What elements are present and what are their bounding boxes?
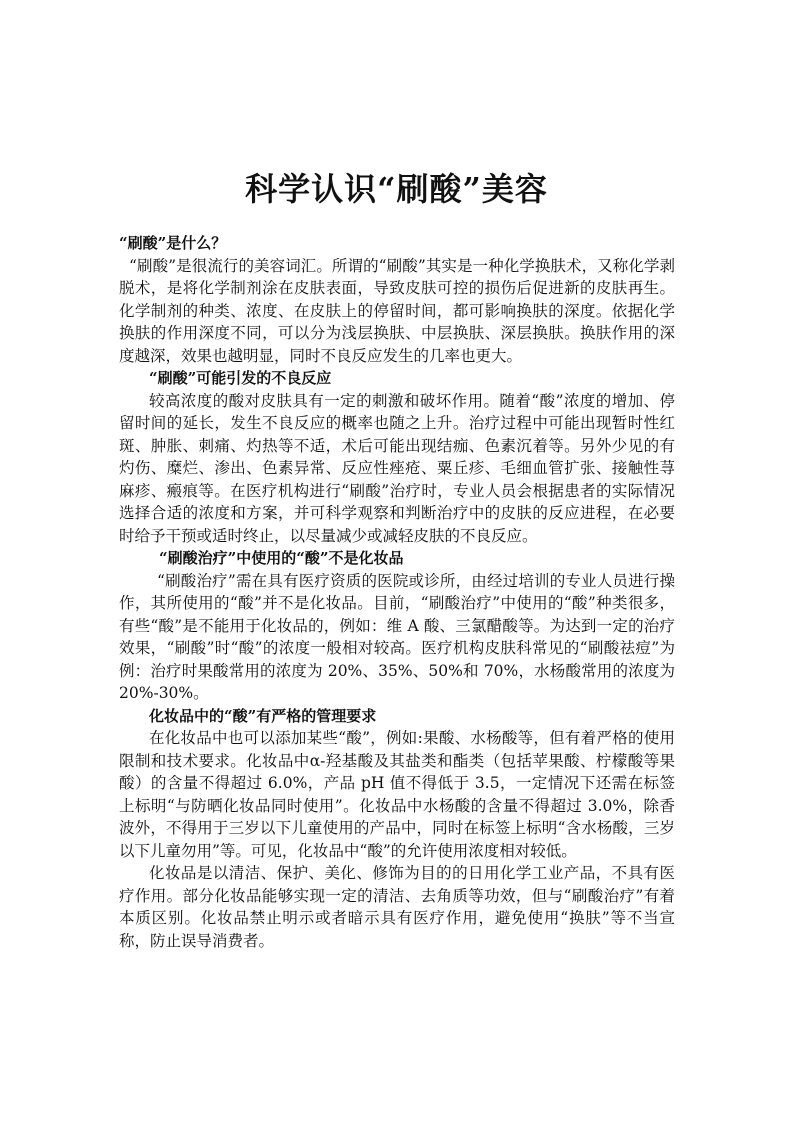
section-heading-what-is: “刷酸”是什么？ bbox=[119, 234, 227, 252]
page-title: 科学认识“刷酸”美容 bbox=[245, 170, 548, 209]
paragraph-adverse-reactions: 较高浓度的酸对皮肤具有一定的刺激和破坏作用。随着“酸”浓度的增加、停留时间的延长，发生不良反应的概率也随之上升。治疗过程中可能出现暂时性红斑、肿胀、刺痛、灼热等不适，术后可能出现结痂、色素沉着等。另外少见的有灼伤、糜烂、渗出、色素异常、反应性痤疮、粟丘疹、毛细血管扩张、接触性荨麻疹、瘢痕等。在医疗机构进行“刷酸”治疗时，专业人员会根据患者的实际情况选择合适的浓度和方案，并可科学观察和判断治疗中的皮肤的反应进程，在必要时给予干预或适时终止，以尽量减少或减轻皮肤的不良反应。 bbox=[119, 391, 675, 545]
paragraph-regulation: 在化妆品中也可以添加某些“酸”，例如:果酸、水杨酸等，但有着严格的使用限制和技术要求。化妆品中α-羟基酸及其盐类和酯类（包括苹果酸、柠檬酸等果酸）的含量不得超过 6.0%，产品 pH 值不得低于 3.5，一定情况下还需在标签上标明“与防晒化妆品同时使用”。化妆品中水杨酸的含量不得超过 3.0%，除香波外，不得用于三岁以下儿童使用的产品中，同时在标签上标明“含水杨酸，三岁以下儿童勿用”等。可见，化妆品中“酸”的允许使用浓度相对较低。 bbox=[119, 729, 675, 860]
section-heading-regulation: 化妆品中的“酸”有严格的管理要求 bbox=[149, 706, 377, 725]
paragraph-not-cosmetics: “刷酸治疗”需在具有医疗资质的医院或诊所，由经过培训的专业人员进行操作，其所使用的“酸”并不是化妆品。目前，“刷酸治疗”中使用的“酸”种类很多，有些“酸”是不能用于化妆品的，例如：维 A 酸、三氯醋酸等。为达到一定的治疗效果，“刷酸”时“酸”的浓度一般相对较高。医疗机构皮肤科常见的“刷酸祛痘”为例：治疗时果酸常用的浓度为 20%、35%、50%和 70%，水杨酸常用的浓度为 20%-30%。 bbox=[119, 571, 675, 702]
section-heading-adverse-reactions: “刷酸”可能引发的不良反应 bbox=[149, 369, 332, 387]
section-heading-not-cosmetics: “刷酸治疗”中使用的“酸”不是化妆品 bbox=[159, 549, 404, 567]
article-body bbox=[119, 232, 675, 952]
paragraph-what-is: “刷酸”是很流行的美容词汇。所谓的“刷酸”其实是一种化学换肤术，又称化学剥脱术，是将化学制剂涂在皮肤表面，导致皮肤可控的损伤后促进新的皮肤再生。化学制剂的种类、浓度、在皮肤上的停留时间，都可影响换肤的深度。依据化学换肤的作用深度不同，可以分为浅层换肤、中层换肤、深层换肤。换肤作用的深度越深，效果也越明显，同时不良反应发生的几率也更大。 bbox=[119, 256, 675, 365]
paragraph-cosmetics-definition: 化妆品是以清洁、保护、美化、修饰为目的的日用化学工业产品，不具有医疗作用。部分化妆品能够实现一定的清洁、去角质等功效，但与“刷酸治疗”有着本质区别。化妆品禁止明示或者暗示具有医疗作用，避免使用“换肤”等不当宣称，防止误导消费者。 bbox=[119, 864, 675, 950]
